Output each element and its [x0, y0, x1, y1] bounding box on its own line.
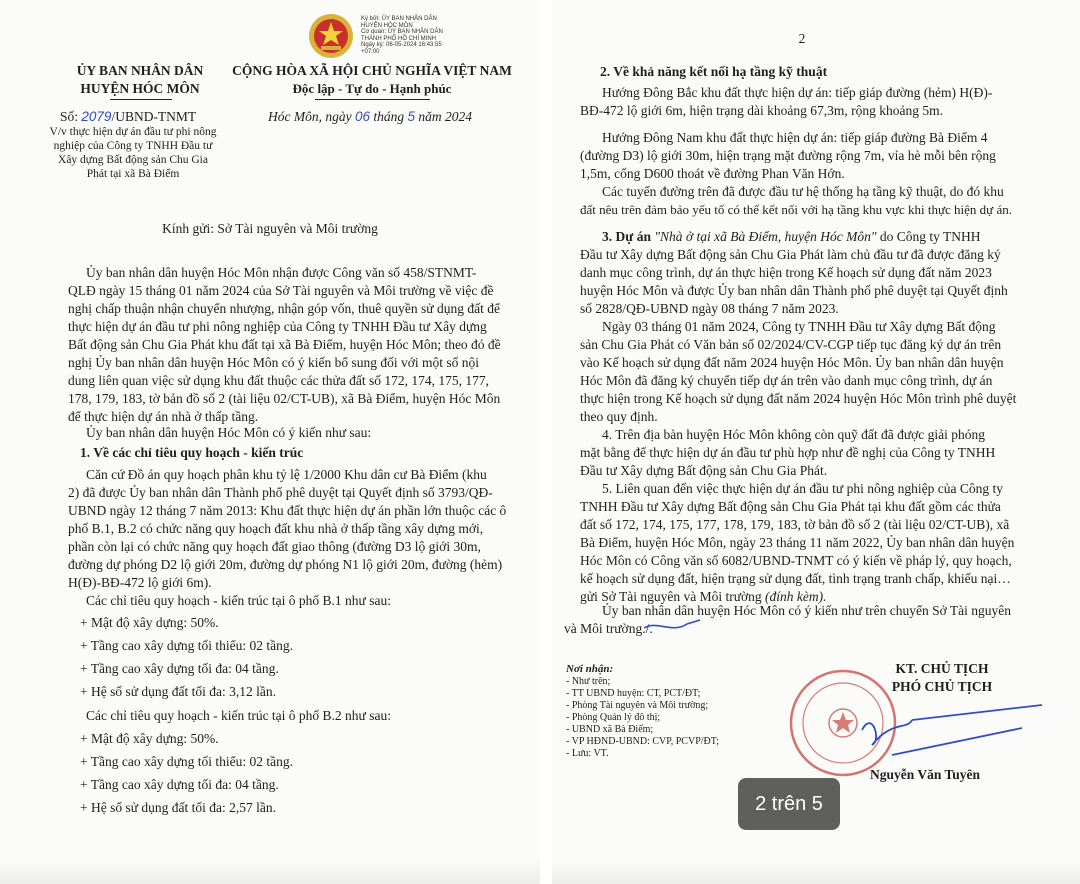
text-line: Hướng Đông Nam khu đất thực hiện dự án: tiếp giáp đường Bà Điểm 4 [602, 130, 988, 145]
date-year: năm 2024 [418, 109, 473, 124]
doc-number-suffix: /UBND-TNMT [111, 109, 197, 124]
text-line: H(Đ)-BĐ-472 lộ giới 6m). [68, 575, 212, 590]
page-number: 2 [798, 31, 806, 46]
text-line: theo quy định. [580, 409, 658, 424]
text-line: đất số 172, 174, 175, 177, 178, 179, 183, tờ bản đồ số 2 (tài liệu 02/CT-UB), xã [580, 517, 1010, 532]
esign-agency-city: THÀNH PHỐ HỒ CHÍ MINH [361, 35, 436, 42]
date-month-label: tháng [373, 109, 405, 124]
text-line: 178, 179, 183, tờ bản đồ số 2 (tài liệu 02/CT-UB), xã Bà Điểm, huyện Hóc Môn [68, 391, 501, 406]
block-b2-intro: Các chỉ tiêu quy hoạch - kiến trúc tại ô phố B.2 như sau: [86, 708, 391, 723]
list-item: + Tầng cao xây dựng tối thiểu: 02 tầng. [80, 754, 294, 769]
text-line: UBND ngày 12 tháng 7 năm 2013: Khu đất thực hiện dự án phần lớn thuộc các ô [68, 503, 507, 518]
date-month: 5 [407, 109, 416, 124]
text-line: phố B.1, B.2 có chức năng quy hoạch đất khu nhà ở thấp tầng xây dựng mới, [68, 521, 484, 536]
document-page-2 [552, 0, 1080, 884]
list-item: + Hệ số sử dụng đất tối đa: 3,12 lần. [80, 684, 277, 699]
doc-number-prefix: Số: [60, 109, 79, 124]
page-bottom-shadow [0, 860, 540, 884]
date-place: Hóc Môn, ngày [268, 109, 352, 124]
subject-line: nghiệp của Công ty TNHH Đầu tư [53, 140, 213, 152]
text-line: số 2828/QĐ-UBND ngày 08 tháng 7 năm 2023. [580, 301, 839, 316]
planning-paragraph [68, 466, 523, 592]
text-line: BĐ-472 lộ giới 6m, hiện trạng dài khoảng 67,3m, rộng khoảng 5m. [580, 103, 943, 118]
attachment-note: (đính kèm). [765, 589, 827, 604]
recipient-item: - VP HĐND-UBND: CVP, PCVP/ĐT; [566, 736, 720, 747]
opinion-intro: Ủy ban nhân dân huyện Hóc Môn có ý kiến như sau: [86, 425, 372, 440]
list-item: + Tầng cao xây dựng tối thiểu: 02 tầng. [80, 638, 294, 653]
section-1-title: 1. Về các chỉ tiêu quy hoạch - kiến trúc [80, 445, 304, 460]
text-line: 4. Trên địa bàn huyện Hóc Môn không còn quỹ đất đã được giải phóng [602, 427, 986, 442]
text-line: Hóc Môn có Công văn số 6082/UBND-TNMT có ý kiến về pháp lý, quy hoạch, [580, 553, 1012, 568]
text-line: và Môi trường./. [564, 621, 653, 636]
signer-name: Nguyễn Văn Tuyên [870, 767, 981, 782]
national-emblem-icon [307, 12, 355, 60]
authority-line-1: ỦY BAN NHÂN DÂN [76, 63, 204, 78]
recipients-title: Nơi nhận: [566, 663, 614, 675]
text-line: Đầu tư Xây dựng Bất động sản Chu Gia Phát. [580, 463, 828, 478]
text-line: Ngày 03 tháng 01 năm 2024, Công ty TNHH Đầu tư Xây dựng Bất động [602, 319, 996, 334]
text-line: danh mục công trình, dự án thực hiện trong Kế hoạch sử dụng đất năm 2023 [580, 265, 992, 280]
text-line: 5. Liên quan đến việc thực hiện dự án đầu tư phi nông nghiệp của Công ty [602, 481, 1003, 496]
subject-line: Phát tại xã Bà Điểm [86, 168, 180, 180]
recipient-item: - Lưu: VT. [566, 748, 609, 759]
section-3-paragraph [580, 228, 1042, 318]
block-b1-intro: Các chỉ tiêu quy hoạch - kiến trúc tại ô phố B.1 như sau: [86, 593, 391, 608]
text-line: QLĐ ngày 15 tháng 01 năm 2024 của Sở Tài nguyên và Môi trường về việc đề [68, 283, 494, 298]
authority-underline [110, 99, 172, 100]
list-item: + Hệ số sử dụng đất tối đa: 2,57 lần. [80, 800, 277, 815]
intro-paragraph [68, 264, 523, 426]
esign-timezone: +07:00 [361, 48, 380, 55]
block-b1-list [80, 614, 293, 706]
signer-titles [842, 660, 1042, 696]
block-b2-list [80, 730, 293, 822]
section-2-title: 2. Về khả năng kết nối hạ tầng kỹ thuật [600, 64, 828, 79]
northeast-paragraph [580, 84, 1042, 120]
text-line: huyện Hóc Môn và được Ủy ban nhân dân Thành phố phê duyệt tại Quyết định [580, 283, 1008, 298]
document-number [60, 108, 196, 126]
recipient-item: - Phòng Quản lý đô thị; [566, 712, 661, 723]
section-4-paragraph [580, 426, 1042, 480]
recipient-item: - UBND xã Bà Điểm; [566, 724, 654, 735]
text-line: nghị Ủy ban nhân dân huyện Hóc Môn có ý kiến bổ sung đối với một số nội [68, 355, 479, 370]
text-line: để thực hiện dự án nhà ở thấp tầng. [68, 409, 259, 424]
registration-paragraph [580, 318, 1042, 426]
text-line: Các tuyến đường trên đã được đầu tư hệ thống hạ tầng kỹ thuật, do đó khu [602, 184, 1004, 199]
document-subject [28, 125, 238, 181]
text-line: Hướng Đông Bắc khu đất thực hiện dự án: tiếp giáp đường (hẻm) H(Đ)- [602, 85, 993, 100]
closing-paragraph [564, 602, 1042, 638]
esign-agency: Cơ quan: ỦY BAN NHÂN DÂN [361, 29, 443, 35]
page-indicator: 2 trên 5 [738, 778, 840, 830]
subject-line: V/v thực hiện dự án đầu tư phi nông [49, 126, 217, 138]
text-line: thực hiện trong Kế hoạch sử dụng đất năm 2024 huyện Hóc Môn trình phê duyệt [580, 391, 1017, 406]
text-fragment: gửi Sở Tài nguyên và Môi trường [580, 589, 766, 604]
recipients-block [566, 662, 776, 760]
list-item: + Tầng cao xây dựng tối đa: 04 tầng. [80, 661, 279, 676]
country-name: CỘNG HÒA XÃ HỘI CHỦ NGHĨA VIỆT NAM [232, 63, 512, 78]
section-5-paragraph [580, 480, 1042, 606]
text-line: Đầu tư Xây dựng Bất động sản Chu Gia Phát làm chủ đầu tư đã được đăng ký [580, 247, 1001, 262]
text-line: đường dự phóng D2 lộ giới 20m, đường dự phóng N1 lộ giới 20m, đường (hẻm) [68, 557, 503, 572]
text-line: kế hoạch sử dụng đất, hiện trạng sử dụng đất, tình trạng tranh chấp, khiếu nại… [580, 571, 1011, 586]
page-gap [540, 0, 552, 884]
roads-paragraph [580, 183, 1042, 219]
list-item: + Tầng cao xây dựng tối đa: 04 tầng. [80, 777, 279, 792]
recipient-item: - TT UBND huyện: CT, PCT/ĐT; [566, 688, 701, 699]
recipient-greeting: Kính gửi: Sở Tài nguyên và Môi trường [162, 221, 378, 236]
project-name: "Nhà ở tại xã Bà Điểm, huyện Hóc Môn" [654, 229, 877, 244]
recipient-item: - Như trên; [566, 676, 611, 687]
esign-date: Ngày ký: 06-05-2024 16:43:55 [361, 42, 442, 48]
text-line: Bà Điểm, huyện Hóc Môn, ngày 23 tháng 11 năm 2022, Ủy ban nhân dân huyện [580, 535, 1015, 550]
southeast-paragraph [580, 129, 1042, 183]
text-line: Ủy ban nhân dân huyện Hóc Môn có ý kiến như trên chuyển Sở Tài nguyên [602, 603, 1011, 618]
text-line: thực hiện dự án đầu tư phi nông nghiệp của Công ty TNHH Đầu tư Xây dựng [68, 319, 487, 334]
signer-title: KT. CHỦ TỊCH [895, 661, 989, 676]
list-item: + Mật độ xây dựng: 50%. [80, 731, 219, 746]
text-line: 1,5m, cống D600 thoát về đường Phan Văn Hớn. [580, 166, 845, 181]
page-bottom-shadow [552, 860, 1080, 884]
text-line: Ủy ban nhân dân huyện Hóc Môn nhận được Công văn số 458/STNMT- [86, 265, 477, 280]
ink-mark-icon [642, 616, 702, 636]
esign-signer: Ký bởi: ỦY BAN NHÂN DÂN [361, 16, 437, 22]
text-line: 2) đã được Ủy ban nhân dân Thành phố phê duyệt tại Quyết định số 3793/QĐ- [68, 485, 493, 500]
section-3-rest: do Công ty TNHH [876, 229, 981, 244]
text-line [580, 228, 1042, 246]
list-item: + Mật độ xây dựng: 50%. [80, 615, 219, 630]
text-line: Căn cứ Đồ án quy hoạch phân khu tỷ lệ 1/2000 Khu dân cư Bà Điểm (khu [86, 467, 487, 482]
text-line: sản Chu Gia Phát có Văn bản số 02/2024/CV-CGP tiếp tục đăng ký dự án trên [580, 337, 1002, 352]
recipient-item: - Phòng Tài nguyên và Môi trường; [566, 700, 709, 711]
text-line: vào Kế hoạch sử dụng đất năm 2024 huyện Hóc Môn. Ủy ban nhân dân huyện [580, 355, 1004, 370]
text-line: dung liên quan việc sử dụng khu đất thuộc các thửa đất số 172, 174, 175, 177, [68, 373, 490, 388]
electronic-signature-block [361, 16, 471, 55]
authority-line-2: HUYỆN HÓC MÔN [80, 81, 200, 96]
doc-number-handwritten: 2079 [81, 109, 112, 124]
subject-line: Xây dựng Bất động sản Chu Gia [58, 154, 208, 166]
text-line: Bất động sản Chu Gia Phát khu đất tại xã Bà Điểm, huyện Hóc Môn; theo đó đề [68, 337, 501, 352]
national-motto [222, 62, 522, 98]
section-3-number: 3. Dự án [602, 229, 655, 244]
document-date [268, 108, 472, 126]
signer-role: PHÓ CHỦ TỊCH [891, 679, 993, 694]
text-line: Hóc Môn đã đăng ký chuyển tiếp dự án trên vào danh mục công trình, dự án [580, 373, 993, 388]
esign-signer-unit: HUYỆN HÓC MÔN [361, 22, 413, 29]
text-line: nghị chấp thuận nhận chuyển nhượng, nhận góp vốn, thuê quyền sử dụng đất để [68, 301, 500, 316]
text-line: mặt bằng để thực hiện dự án đầu tư phù hợp như đề nghị của Công ty TNHH [580, 445, 996, 460]
motto-underline [315, 99, 430, 100]
text-line: (đường D3) lộ giới 30m, hiện trạng mặt đường rộng 7m, vỉa hè mỗi bên rộng [580, 148, 996, 163]
text-line: phần còn lại có chức năng quy hoạch đất giao thông (đường D3 lộ giới 30m, [68, 539, 481, 554]
issuing-authority [55, 62, 225, 98]
date-day: 06 [354, 109, 371, 124]
motto: Độc lập - Tự do - Hạnh phúc [292, 81, 452, 96]
text-line: TNHH Đầu tư Xây dựng Bất động sản Chu Gia Phát tại khu đất gồm các thửa [580, 499, 1001, 514]
text-line: đất nêu trên đảm bảo yếu tố có thể kết nối với hạ tầng khu vực khi thực hiện dự án. [580, 202, 1012, 217]
